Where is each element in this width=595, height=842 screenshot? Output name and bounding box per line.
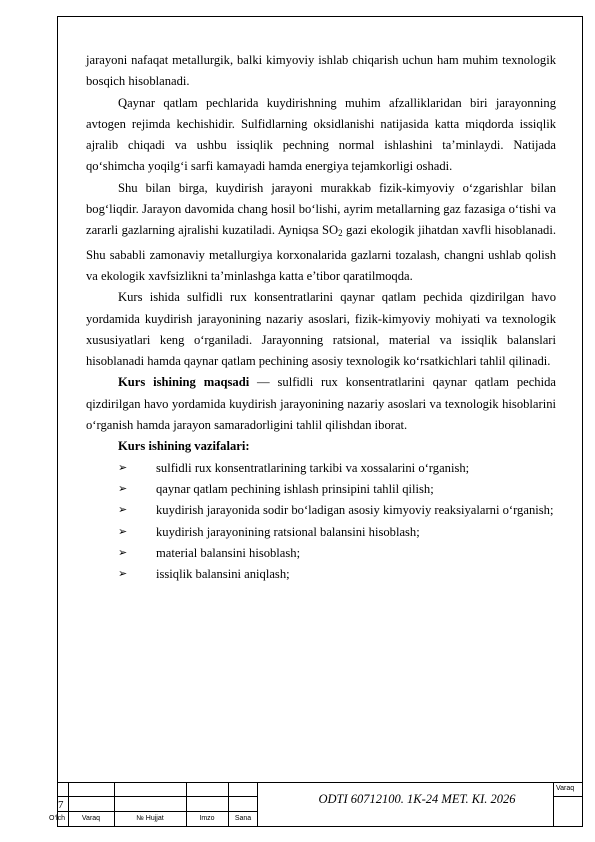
list-item bbox=[86, 564, 556, 585]
stamp-line bbox=[68, 782, 69, 827]
paragraph: Kurs ishida sulfidli rux konsentratlarini qaynar qatlam pechida qizdirilgan havo yordamida kuydirish jarayonining nazariy asoslari, fizik-kimyoviy mohiyati va texnologik xususiyatlari keng o‘rganiladi. Jarayonning ratsional, material va issiqlik balanslari hisoblanadi hamda qaynar qatlam pechining asosiy texnologik ko‘rsatkichlari tahlil qilinadi. bbox=[86, 290, 556, 369]
list-item bbox=[86, 458, 556, 479]
list-item-text: material balansini hisoblash; bbox=[156, 545, 301, 560]
list-item-text: issiqlik balansini aniqlash; bbox=[156, 567, 290, 582]
list-item-text: kuydirish jarayonining ratsional balansini hisoblash; bbox=[156, 524, 420, 539]
document-body bbox=[86, 50, 556, 585]
paragraph: Qaynar qatlam pechlarida kuydirishning muhim afzalliklaridan biri jarayonning avtogen rejimda kechishidir. Sulfidlarning oksidlanishi natijasida katta miqdorda issiqlik ajralib chiqadi va ushbu issiqlik pechning normal ishlashini ta’minlaydi. Natijada qo‘shimcha yoqilg‘i sarfi kamayadi hamda energiya tejamkorligi oshadi. bbox=[86, 95, 556, 174]
list-item bbox=[86, 522, 556, 543]
stamp-column-label: Sana bbox=[234, 815, 252, 822]
goal-heading: Kurs ishining maqsadi bbox=[118, 375, 250, 390]
varaq-label: Varaq bbox=[556, 785, 575, 792]
stamp-column-label: O‘lch bbox=[49, 815, 65, 822]
list-item bbox=[86, 543, 556, 564]
paragraph bbox=[86, 178, 556, 287]
list-item-text: kuydirish jarayonida sodir bo‘ladigan asosiy kimyoviy reaksiyalarni o‘rganish; bbox=[156, 503, 554, 518]
stamp-line bbox=[553, 796, 583, 797]
paragraph bbox=[86, 372, 556, 436]
list-item-text: sulfidli rux konsentratlarining tarkibi va xossalarini o‘rganish; bbox=[156, 460, 470, 475]
stamp-column-label: Imzo bbox=[199, 815, 215, 822]
title-block-stamp bbox=[49, 782, 583, 827]
stamp-column-label: Varaq bbox=[81, 815, 101, 822]
arrow-bullet-icon: ➢ bbox=[118, 482, 128, 495]
stamp-line bbox=[57, 796, 257, 797]
stamp-line bbox=[186, 782, 187, 827]
arrow-bullet-icon: ➢ bbox=[118, 546, 128, 559]
stamp-line bbox=[57, 782, 583, 783]
paragraph-text: Shu bilan birga, kuydirish jarayoni murakkab fizik-kimyoviy o‘zgarishlar bilan bog‘liqdir. Jarayon davomida chang hosil bo‘lishi, ayrim metallarning gaz fazasiga o‘tishi va zararli gazlarning ajralishi kuzatiladi. Ayniqsa SO bbox=[86, 180, 556, 238]
list-item bbox=[86, 479, 556, 500]
tasks-heading: Kurs ishining vazifalari: bbox=[118, 439, 250, 454]
paragraph: jarayoni nafaqat metallurgik, balki kimyoviy ishlab chiqarish uchun ham muhim texnologik bosqich hisoblanadi. bbox=[86, 53, 556, 89]
document-code: ODTI 60712100. 1K-24 MET. KI. 2026 bbox=[318, 792, 516, 806]
list-item-text: qaynar qatlam pechining ishlash prinsipini tahlil qilish; bbox=[156, 481, 434, 496]
list-item bbox=[86, 500, 556, 521]
stamp-line bbox=[257, 782, 258, 827]
subscript: 2 bbox=[338, 228, 343, 239]
stamp-line bbox=[553, 782, 554, 827]
paragraph-text: gazi ekologik jihatdan xavfli hisoblanadi. Shu sababli zamonaviy metallurgiya korxonalarida gazlarni tozalash, changni ushlab qolish va ekologik xavfsizlikni ta’minlashga katta e’tibor qaratilmoqda. bbox=[86, 223, 556, 283]
stamp-line bbox=[57, 811, 257, 812]
arrow-bullet-icon: ➢ bbox=[118, 504, 128, 517]
arrow-bullet-icon: ➢ bbox=[118, 525, 128, 538]
page-number: 7 bbox=[58, 799, 64, 811]
stamp-column-label: № Hujjat bbox=[136, 815, 164, 822]
stamp-line bbox=[114, 782, 115, 827]
paragraph-text: — sulfidli rux konsentratlarini qaynar qatlam pechida qizdirilgan havo yordamida kuydirish jarayonining nazariy asoslari va texnologik hisoblarini o‘rganish hamda jarayon samaradorligini tahlil qilishdan iborat. bbox=[86, 375, 556, 433]
arrow-bullet-icon: ➢ bbox=[118, 568, 128, 581]
arrow-bullet-icon: ➢ bbox=[118, 461, 128, 474]
